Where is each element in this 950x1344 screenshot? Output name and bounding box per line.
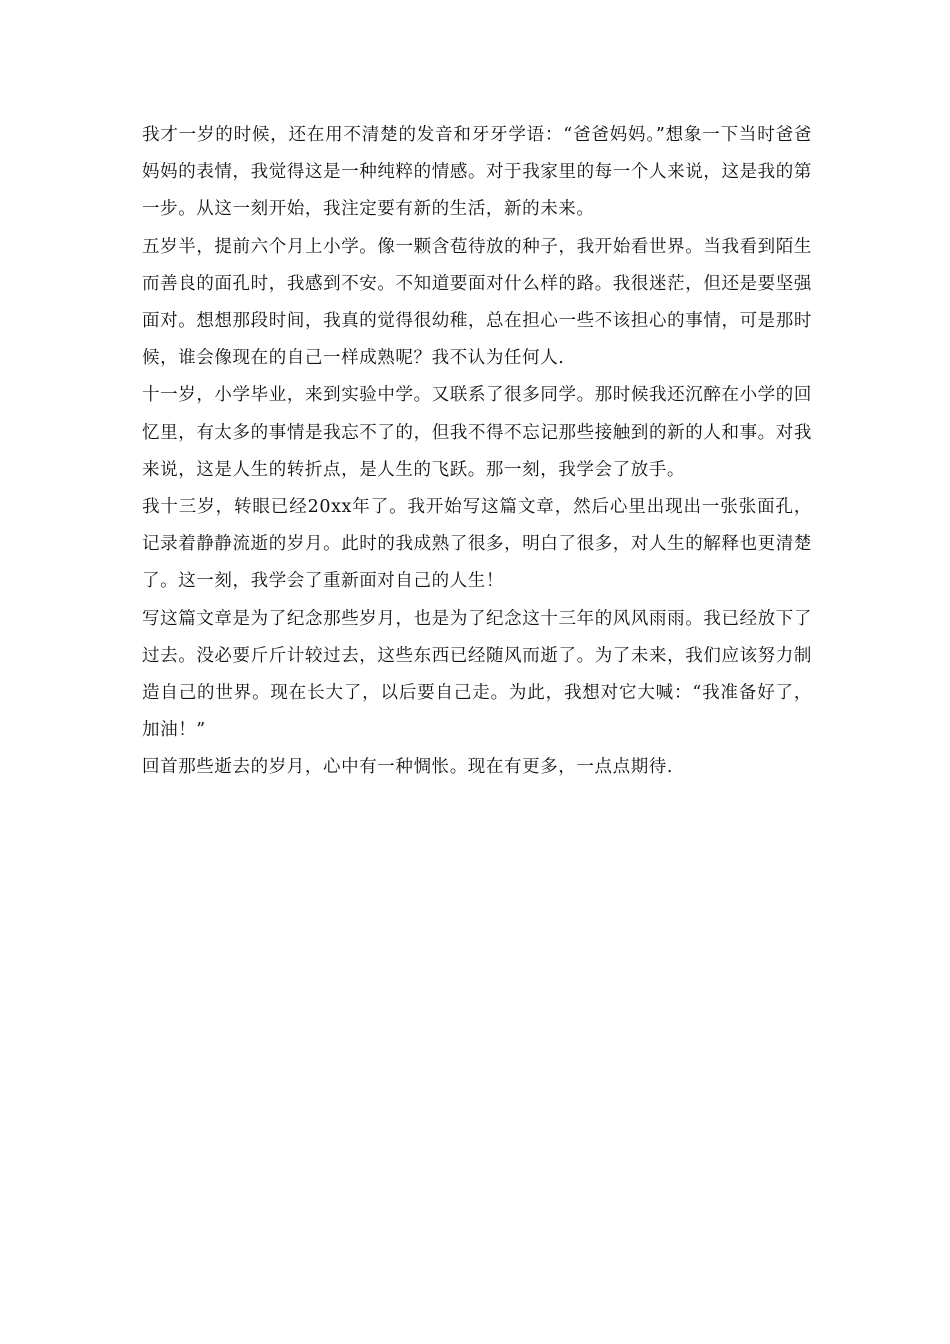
- paragraph-2: 五岁半，提前六个月上小学。像一颗含苞待放的种子，我开始看世界。当我看到陌生而善良的面孔时，我感到不安。不知道要面对什么样的路。我很迷茫，但还是要坚强面对。想想那段时间，我真的觉得很幼稚，总在担心一些不该担心的事情，可是那时候，谁会像现在的自己一样成熟呢？我不认为任何人.: [142, 236, 812, 369]
- paragraph-1: 我才一岁的时候，还在用不清楚的发音和牙牙学语：“爸爸妈妈。”想象一下当时爸爸妈妈的表情，我觉得这是一种纯粹的情感。对于我家里的每一个人来说，这是我的第一步。从这一刻开始，我注定要有新的生活，新的未来。: [142, 125, 812, 220]
- essay-body: [142, 117, 812, 787]
- paragraph-3: 十一岁，小学毕业，来到实验中学。又联系了很多同学。那时候我还沉醉在小学的回忆里，有太多的事情是我忘不了的，但我不得不忘记那些接触到的新的人和事。对我来说，这是人生的转折点，是人生的飞跃。那一刻，我学会了放手。: [142, 385, 812, 480]
- paragraph-5: 写这篇文章是为了纪念那些岁月，也是为了纪念这十三年的风风雨雨。我已经放下了过去。没必要斤斤计较过去，这些东西已经随风而逝了。为了未来，我们应该努力制造自己的世界。现在长大了，以后要自己走。为此，我想对它大喊：“我准备好了，加油！”: [142, 608, 812, 741]
- paragraph-6: 回首那些逝去的岁月，心中有一种惆怅。现在有更多，一点点期待.: [142, 757, 674, 778]
- paragraph-4: 我十三岁，转眼已经20xx年了。我开始写这篇文章，然后心里出现出一张张面孔，记录着静静流逝的岁月。此时的我成熟了很多，明白了很多，对人生的解释也更清楚了。这一刻，我学会了重新面对自己的人生！: [142, 497, 812, 592]
